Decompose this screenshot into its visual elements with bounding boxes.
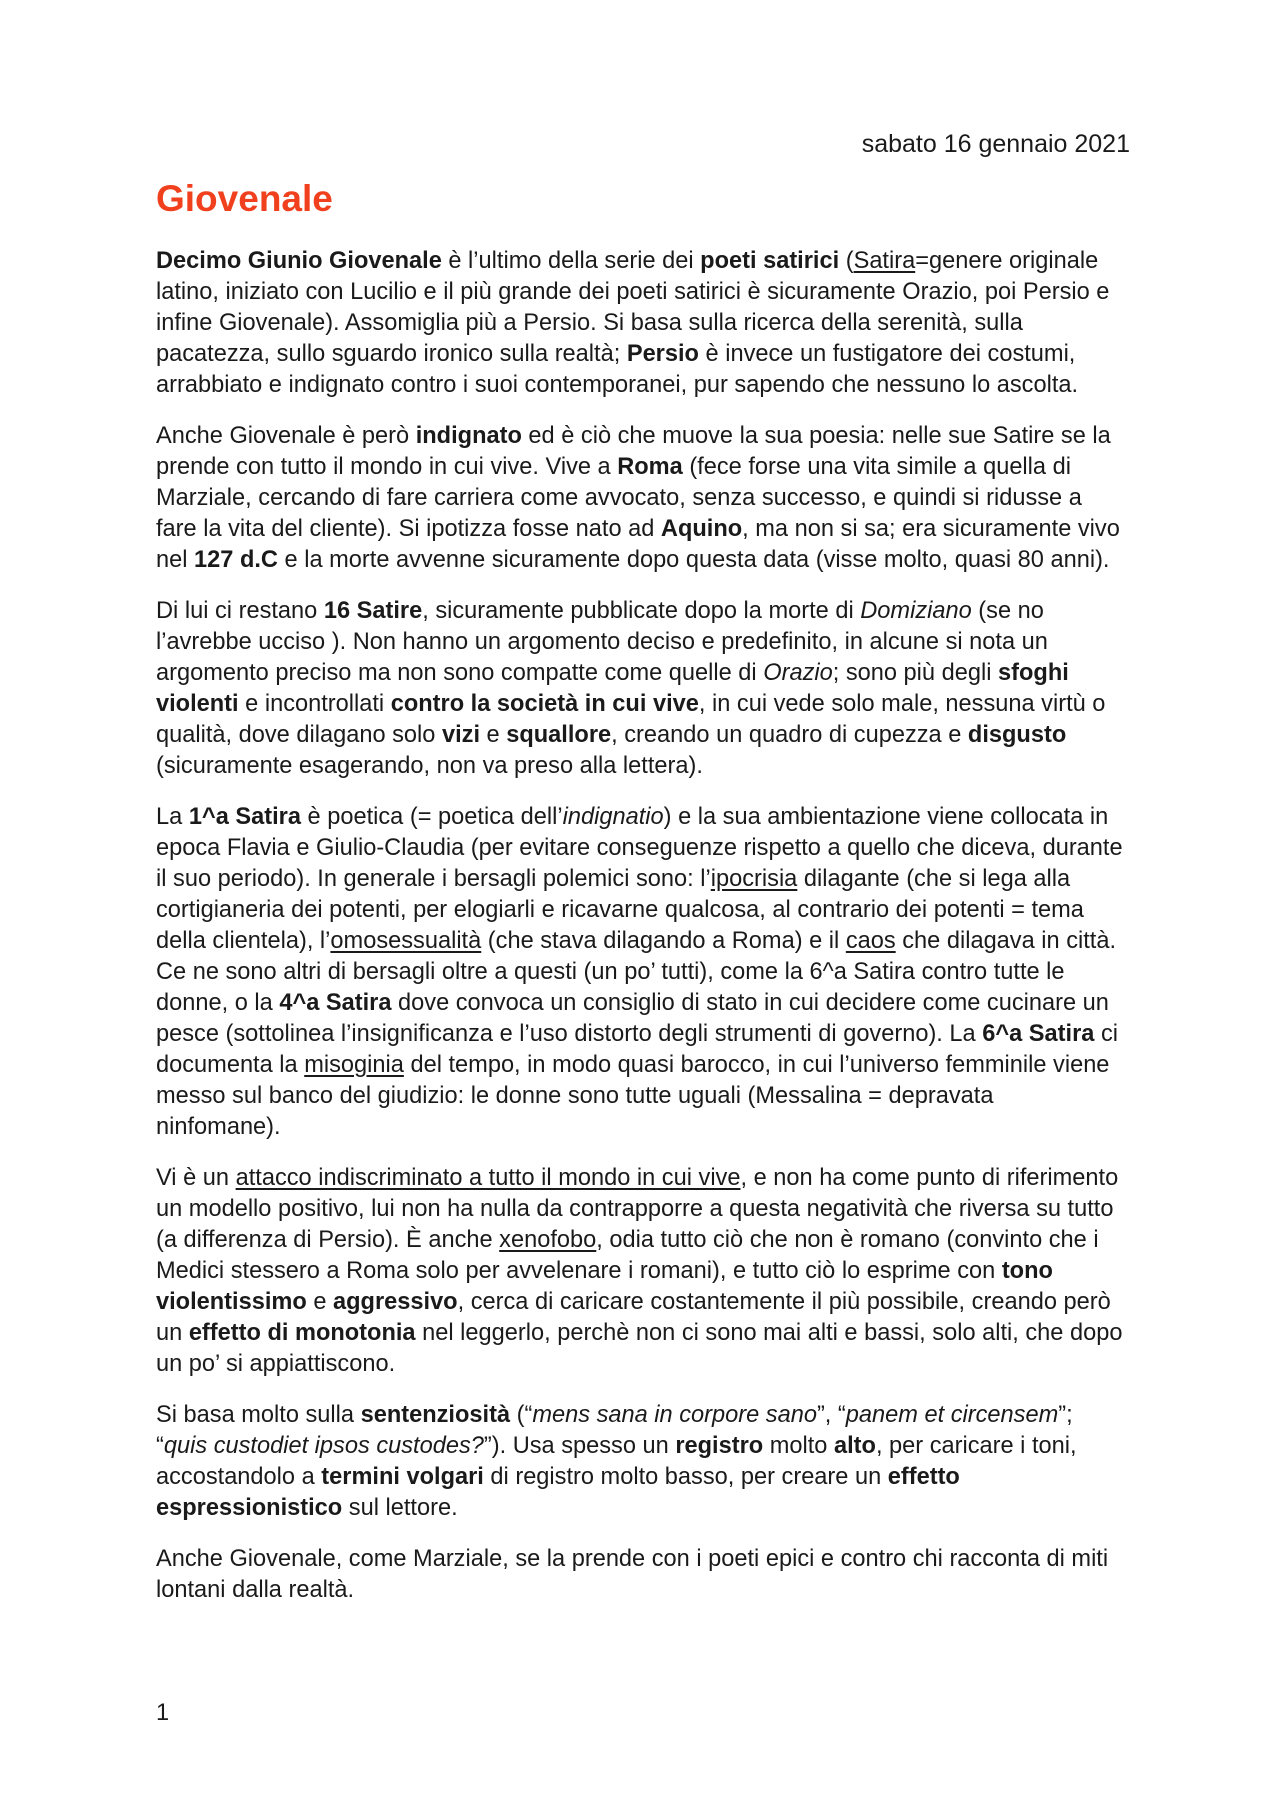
underlined-text: Satira [853, 248, 916, 274]
text-segment: e [306, 1289, 334, 1315]
bold-text: poeti satirici [700, 248, 840, 274]
text-segment: molto [763, 1433, 834, 1459]
text-segment: ; sono più degli [832, 660, 999, 686]
text-segment: è poetica (= poetica dell’ [300, 804, 563, 830]
text-segment: , in cui vede solo male, nessuna virtù o qualità, dove dilagano solo [156, 691, 1106, 748]
underlined-text: ipocrisia [710, 866, 798, 892]
text-segment: è invece un fustigatore dei costumi, arrabbiato e indignato contro i suoi contemporanei, pur sapendo che nessuno lo ascolta. [156, 341, 1079, 398]
bold-text: disgusto [967, 722, 1067, 748]
italic-text: indignatio [562, 804, 664, 830]
text-segment: Vi è un [156, 1165, 236, 1191]
bold-text: registro [675, 1433, 764, 1459]
bold-text: Aquino [660, 516, 743, 542]
text-segment: La [156, 804, 189, 830]
bold-text: tono violentissimo [156, 1258, 1053, 1315]
bold-text: 127 d.C [194, 547, 278, 573]
bold-text: 4^a Satira [279, 990, 392, 1016]
bold-text: aggressivo [333, 1289, 458, 1315]
bold-text: vizi [441, 722, 480, 748]
italic-text: Domiziano [860, 598, 972, 624]
bold-text: squallore [506, 722, 612, 748]
italic-text: mens sana in corpore sano [532, 1402, 817, 1428]
bold-text: Persio [626, 341, 699, 367]
bold-text: Decimo Giunio Giovenale [156, 248, 442, 274]
text-segment: e la morte avvenne sicuramente dopo questa data (visse molto, quasi 80 anni). [277, 547, 1110, 573]
bold-text: Roma [617, 454, 683, 480]
text-segment: Anche Giovenale è però [156, 423, 416, 449]
paragraph [156, 802, 1124, 1143]
text-segment: Anche Giovenale, come Marziale, se la prende con i poeti epici e contro chi racconta di miti lontani dalla realtà. [156, 1546, 1109, 1603]
italic-text: Orazio [763, 660, 833, 686]
text-segment: e incontrollati [238, 691, 391, 717]
text-segment: , sicuramente pubblicate dopo la morte di [422, 598, 861, 624]
text-segment: , odia tutto ciò che non è romano (convinto che i Medici stessero a Roma solo per avvelenare i romani), e tutto ciò lo esprime con [156, 1227, 1099, 1284]
bold-text: 6^a Satira [982, 1021, 1095, 1047]
paragraph [156, 1544, 1124, 1606]
bold-text: sentenziosità [360, 1402, 511, 1428]
paragraph [156, 1400, 1124, 1524]
bold-text: effetto di monotonia [188, 1320, 416, 1346]
text-segment: (“ [510, 1402, 533, 1428]
document-date: sabato 16 gennaio 2021 [861, 130, 1130, 158]
text-segment: ”; “ [156, 1402, 1073, 1459]
text-segment: ) e la sua ambientazione viene collocata in epoca Flavia e Giulio-Claudia (per evitare conseguenze rispetto a quello che diceva, durante il suo periodo). In generale i bersagli polemici sono: l’ [156, 804, 1123, 892]
text-segment: dilagante (che si lega alla cortigianeria dei potenti, per elogiarli e ricavarne qualcosa, al contrario dei potenti = tema della clientela), l’ [156, 866, 1084, 954]
text-segment: ”). Usa spesso un [483, 1433, 676, 1459]
paragraph [156, 246, 1124, 401]
italic-text: quis custodiet ipsos custodes? [163, 1433, 484, 1459]
bold-text: indignato [415, 423, 522, 449]
text-segment: (sicuramente esagerando, non va preso alla lettera). [156, 753, 703, 779]
text-segment: che dilagava in città. Ce ne sono altri di bersagli oltre a questi (un po’ tutti), come la 6^a Satira contro tutte le donne, o la [156, 928, 1117, 1016]
text-segment: sul lettore. [342, 1495, 458, 1521]
text-segment: ed è ciò che muove la sua poesia: nelle sue Satire se la prende con tutto il mondo in cui vive. Vive a [156, 423, 1111, 480]
italic-text: panem et circensem [845, 1402, 1059, 1428]
text-segment: Di lui ci restano [156, 598, 324, 624]
bold-text: sfoghi violenti [156, 660, 1069, 717]
text-segment: di registro molto basso, per creare un [483, 1464, 888, 1490]
bold-text: effetto espressionistico [156, 1464, 960, 1521]
document-title: Giovenale [156, 178, 333, 219]
paragraph [156, 421, 1124, 576]
text-segment: , ma non si sa; era sicuramente vivo nel [156, 516, 1120, 573]
text-segment: ci documenta la [156, 1021, 1118, 1078]
text-segment: ( [839, 248, 854, 274]
text-segment: =genere originale latino, iniziato con Lucilio e il più grande dei poeti satirici è sicuramente Orazio, poi Persio e infine Giovenale). Assomiglia più a Persio. Si basa sulla ricerca della serenità, sulla pacatezza, sullo sguardo ironico sulla realtà; [156, 248, 1110, 367]
page-number: 1 [156, 1700, 170, 1726]
text-segment: , per caricare i toni, accostandolo a [156, 1433, 1077, 1490]
text-segment: , creando un quadro di cupezza e [611, 722, 968, 748]
bold-text: 16 Satire [323, 598, 423, 624]
bold-text: contro la società in cui vive [390, 691, 699, 717]
text-segment: Si basa molto sulla [156, 1402, 361, 1428]
text-segment: è l’ultimo della serie dei [441, 248, 701, 274]
text-segment: (che stava dilagando a Roma) e il [481, 928, 846, 954]
text-segment: (fece forse una vita simile a quella di Marziale, cercando di fare carriera come avvocato, senza successo, e quindi si ridusse a fare la vita del cliente). Si ipotizza fosse nato ad [156, 454, 1082, 542]
bold-text: alto [833, 1433, 876, 1459]
document-body [156, 246, 1124, 1626]
text-segment: ”, “ [816, 1402, 846, 1428]
paragraph [156, 1163, 1124, 1380]
paragraph [156, 596, 1124, 782]
text-segment: , cerca di caricare costantemente il più possibile, creando però un [156, 1289, 1111, 1346]
text-segment: (se no l’avrebbe ucciso ). Non hanno un argomento deciso e predefinito, in alcune si nota un argomento preciso ma non sono compatte come quelle di [156, 598, 1048, 686]
bold-text: termini volgari [321, 1464, 484, 1490]
text-segment: dove convoca un consiglio di stato in cui decidere come cucinare un pesce (sottolinea l’insignificanza e l’uso distorto degli strumenti di governo). La [156, 990, 1109, 1047]
underlined-text: xenofobo [499, 1227, 597, 1253]
underlined-text: misoginia [304, 1052, 404, 1078]
text-segment: del tempo, in modo quasi barocco, in cui l’universo femminile viene messo sul banco del giudizio: le donne sono tutte uguali (Messalina = depravata ninfomane). [156, 1052, 1110, 1140]
underlined-text: omosessualità [330, 928, 482, 954]
bold-text: 1^a Satira [188, 804, 301, 830]
text-segment: , e non ha come punto di riferimento un modello positivo, lui non ha nulla da contrapporre a questa negatività che riversa su tutto (a differenza di Persio). È anche [156, 1165, 1119, 1253]
text-segment: nel leggerlo, perchè non ci sono mai alti e bassi, solo alti, che dopo un po’ si appiattiscono. [156, 1320, 1123, 1377]
underlined-text: caos [845, 928, 896, 954]
underlined-text: attacco indiscriminato a tutto il mondo in cui vive [235, 1165, 741, 1191]
text-segment: e [480, 722, 507, 748]
